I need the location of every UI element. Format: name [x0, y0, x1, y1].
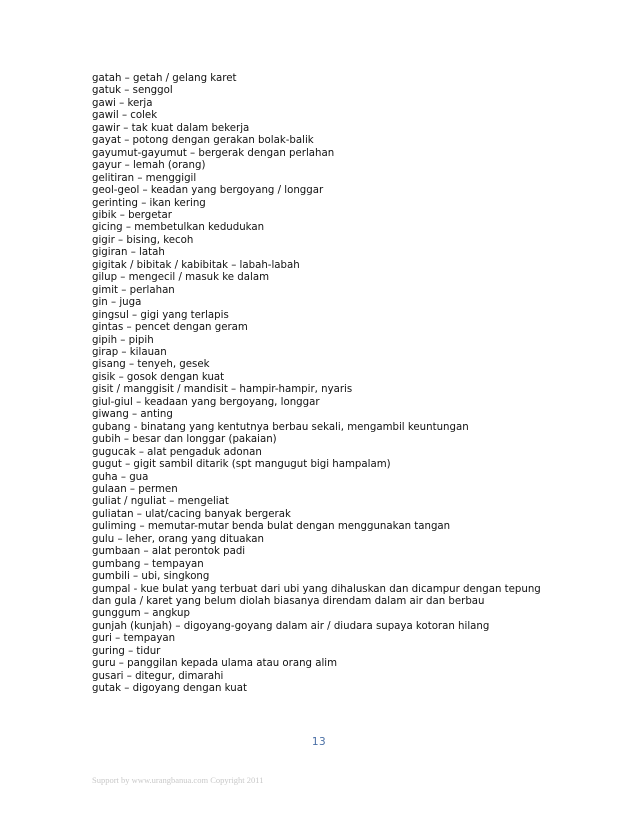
- glossary-entry: guha – gua: [92, 471, 149, 483]
- glossary-entry: geol-geol – keadan yang bergoyang / longgar: [92, 185, 324, 197]
- glossary-entry: guliatan – ulat/cacing banyak bergerak: [92, 508, 291, 520]
- glossary-entry-list: [92, 73, 562, 696]
- glossary-entry: gigitak / bibitak / kabibitak – labah-labah: [92, 259, 300, 271]
- glossary-entry: gicing – membetulkan kedudukan: [92, 222, 265, 234]
- glossary-entry: girap – kilauan: [92, 346, 167, 358]
- glossary-entry: gubang - binatang yang kentutnya berbau sekali, mengambil keuntungan: [92, 421, 469, 433]
- glossary-entry: gumpal - kue bulat yang terbuat dari ubi yang dihaluskan dan dicampur dengan tepung dan gula / karet yang belum diolah biasanya direndam dalam air dan berbau: [92, 583, 541, 608]
- glossary-entry: gawil – colek: [92, 110, 158, 122]
- glossary-entry: gawi – kerja: [92, 97, 153, 109]
- glossary-entry: gumbaan – alat perontok padi: [92, 546, 246, 558]
- glossary-entry: gin – juga: [92, 297, 142, 309]
- glossary-entry: gulaan – permen: [92, 483, 178, 495]
- glossary-entry: guru – panggilan kepada ulama atau orang alim: [92, 658, 338, 670]
- glossary-entry: gayat – potong dengan gerakan bolak-balik: [92, 135, 314, 147]
- footer-credit: Support by www.urangbanua.com Copyright 2011: [92, 775, 264, 785]
- glossary-entry: gisit / manggisit / mandisit – hampir-hampir, nyaris: [92, 384, 353, 396]
- glossary-entry: gusari – ditegur, dimarahi: [92, 670, 224, 682]
- glossary-entry: gugucak – alat pengaduk adonan: [92, 446, 262, 458]
- glossary-entry: gayur – lemah (orang): [92, 160, 206, 172]
- glossary-entry: gatah – getah / gelang karet: [92, 73, 237, 84]
- glossary-entry: gunjah (kunjah) – digoyang-goyang dalam air / diudara supaya kotoran hilang: [92, 620, 490, 632]
- glossary-entry: guri – tempayan: [92, 633, 176, 645]
- glossary-entry: gisang – tenyeh, gesek: [92, 359, 210, 371]
- glossary-entry: gawir – tak kuat dalam bekerja: [92, 122, 250, 134]
- glossary-entry: giwang – anting: [92, 409, 173, 421]
- glossary-entry: giul-giul – keadaan yang bergoyang, longgar: [92, 396, 320, 408]
- page-number: 13: [311, 736, 327, 748]
- glossary-entry: gigir – bising, kecoh: [92, 234, 194, 246]
- glossary-entry: gilup – mengecil / masuk ke dalam: [92, 272, 269, 284]
- glossary-entry: guliat / nguliat – mengeliat: [92, 496, 229, 508]
- glossary-entry: gayumut-gayumut – bergerak dengan perlahan: [92, 147, 335, 159]
- glossary-entry: gatuk – senggol: [92, 85, 173, 97]
- glossary-entry: gintas – pencet dengan geram: [92, 322, 248, 334]
- glossary-entry: gunggum – angkup: [92, 608, 190, 620]
- glossary-entry: gerinting – ikan kering: [92, 197, 206, 209]
- glossary-entry: gigiran – latah: [92, 247, 165, 259]
- glossary-entry: gugut – gigit sambil ditarik (spt mangugut bigi hampalam): [92, 459, 391, 471]
- glossary-entry: guliming – memutar-mutar benda bulat dengan menggunakan tangan: [92, 521, 451, 533]
- glossary-entry: gibik – bergetar: [92, 209, 172, 221]
- glossary-entry: gisik – gosok dengan kuat: [92, 371, 225, 383]
- glossary-entry: gutak – digoyang dengan kuat: [92, 683, 247, 695]
- glossary-entry: gumbang – tempayan: [92, 558, 204, 570]
- glossary-entry: gipih – pipih: [92, 334, 154, 346]
- glossary-entry: gubih – besar dan longgar (pakaian): [92, 434, 277, 446]
- glossary-entry: gulu – leher, orang yang dituakan: [92, 533, 264, 545]
- glossary-entry: gimit – perlahan: [92, 284, 175, 296]
- glossary-entry: gingsul – gigi yang terlapis: [92, 309, 229, 321]
- glossary-entry: gumbili – ubi, singkong: [92, 571, 210, 583]
- glossary-entry: guring – tidur: [92, 645, 161, 657]
- glossary-entry: gelitiran – menggigil: [92, 172, 197, 184]
